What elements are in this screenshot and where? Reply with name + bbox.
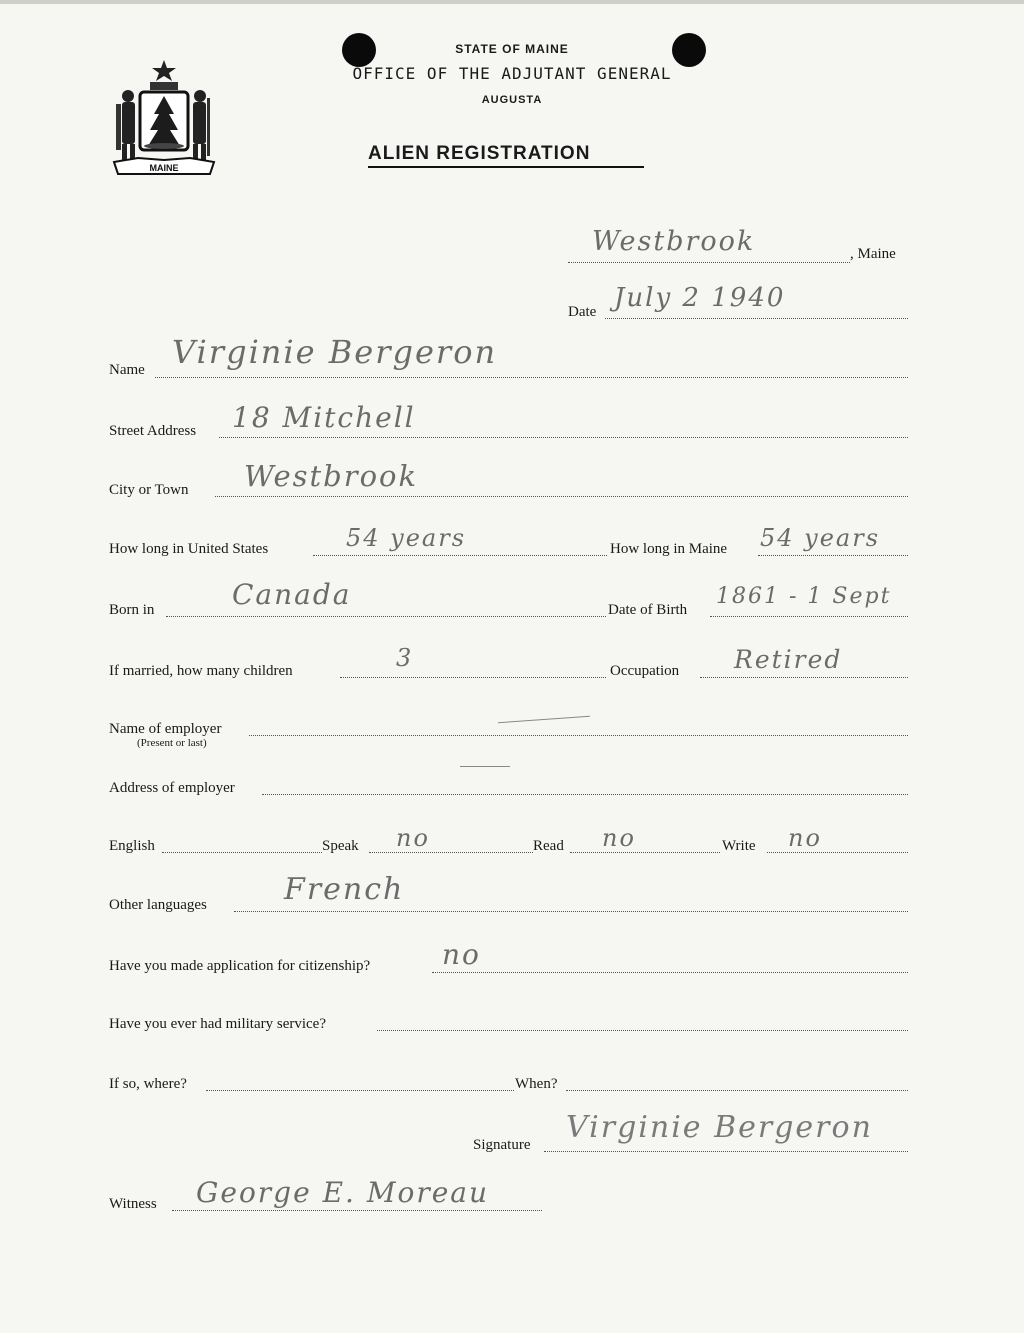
street-label: Street Address <box>109 423 197 439</box>
header-office: OFFICE OF THE ADJUTANT GENERAL <box>352 64 672 83</box>
place-suffix-label: , Maine <box>850 246 896 262</box>
military-label: Have you ever had military service? <box>109 1016 326 1032</box>
how-long-us-line <box>313 555 607 556</box>
city-label: City or Town <box>109 482 189 498</box>
where-line <box>206 1090 514 1091</box>
citizenship-line <box>432 972 908 973</box>
name-line <box>155 377 908 378</box>
where-label: If so, where? <box>109 1076 187 1092</box>
employer-address-line <box>262 794 908 795</box>
witness-value[interactable]: George E. Moreau <box>196 1176 490 1209</box>
english-label: English <box>109 838 155 854</box>
other-languages-line <box>234 911 908 912</box>
read-value[interactable]: no <box>602 824 636 852</box>
employer-address-label: Address of employer <box>109 780 235 796</box>
military-line <box>377 1030 908 1031</box>
speak-line <box>369 852 533 853</box>
how-long-us-label: How long in United States <box>109 541 269 557</box>
form-title: ALIEN REGISTRATION <box>368 143 591 164</box>
witness-line <box>172 1210 542 1211</box>
place-line <box>568 262 850 263</box>
witness-label: Witness <box>109 1196 157 1212</box>
english-line <box>162 852 322 853</box>
occupation-value[interactable]: Retired <box>734 645 843 674</box>
header-city: AUGUSTA <box>481 94 543 106</box>
write-line <box>767 852 908 853</box>
employer-label: Name of employer <box>109 721 222 737</box>
born-in-value[interactable]: Canada <box>232 578 352 611</box>
employer-address-dash-mark <box>460 766 510 767</box>
other-languages-label: Other languages <box>109 897 207 913</box>
write-label: Write <box>722 838 756 854</box>
employer-line <box>249 735 908 736</box>
header-state: STATE OF MAINE <box>455 42 569 56</box>
citizenship-value[interactable]: no <box>442 938 481 971</box>
employer-dash-mark <box>498 716 590 723</box>
how-long-us-value[interactable]: 54 years <box>346 524 467 552</box>
signature-label: Signature <box>473 1137 531 1153</box>
signature-value[interactable]: Virginie Bergeron <box>566 1110 873 1145</box>
how-long-maine-line <box>758 555 908 556</box>
dob-value[interactable]: 1861 - 1 Sept <box>716 584 892 609</box>
city-value[interactable]: Westbrook <box>244 459 419 493</box>
write-value[interactable]: no <box>788 824 822 852</box>
title-underline <box>368 166 644 168</box>
other-languages-value[interactable]: French <box>284 872 405 907</box>
name-value[interactable]: Virginie Bergeron <box>172 333 498 371</box>
speak-value[interactable]: no <box>396 824 430 852</box>
when-label: When? <box>515 1076 558 1092</box>
born-in-label: Born in <box>109 602 155 618</box>
dob-line <box>710 616 908 617</box>
date-value[interactable]: July 2 1940 <box>614 283 786 313</box>
children-value[interactable]: 3 <box>396 644 414 672</box>
how-long-maine-label: How long in Maine <box>610 541 728 557</box>
dob-label: Date of Birth <box>608 602 688 618</box>
date-line <box>605 318 908 319</box>
citizenship-label: Have you made application for citizenship? <box>109 958 371 974</box>
name-label: Name <box>109 362 145 378</box>
scan-edge <box>0 0 1024 4</box>
signature-line <box>544 1151 908 1152</box>
how-long-maine-value[interactable]: 54 years <box>760 524 881 552</box>
place-value[interactable]: Westbrook <box>592 226 756 257</box>
employer-sublabel: (Present or last) <box>137 737 207 749</box>
read-label: Read <box>533 838 564 854</box>
city-line <box>215 496 908 497</box>
seal-motto: MAINE <box>149 163 179 173</box>
when-line <box>566 1090 908 1091</box>
street-line <box>219 437 908 438</box>
speak-label: Speak <box>322 838 359 854</box>
date-label: Date <box>568 304 597 320</box>
street-value[interactable]: 18 Mitchell <box>232 401 416 434</box>
born-in-line <box>166 616 606 617</box>
children-line <box>340 677 606 678</box>
children-label: If married, how many children <box>109 663 293 679</box>
read-line <box>570 852 720 853</box>
occupation-label: Occupation <box>610 663 680 679</box>
occupation-line <box>700 677 908 678</box>
